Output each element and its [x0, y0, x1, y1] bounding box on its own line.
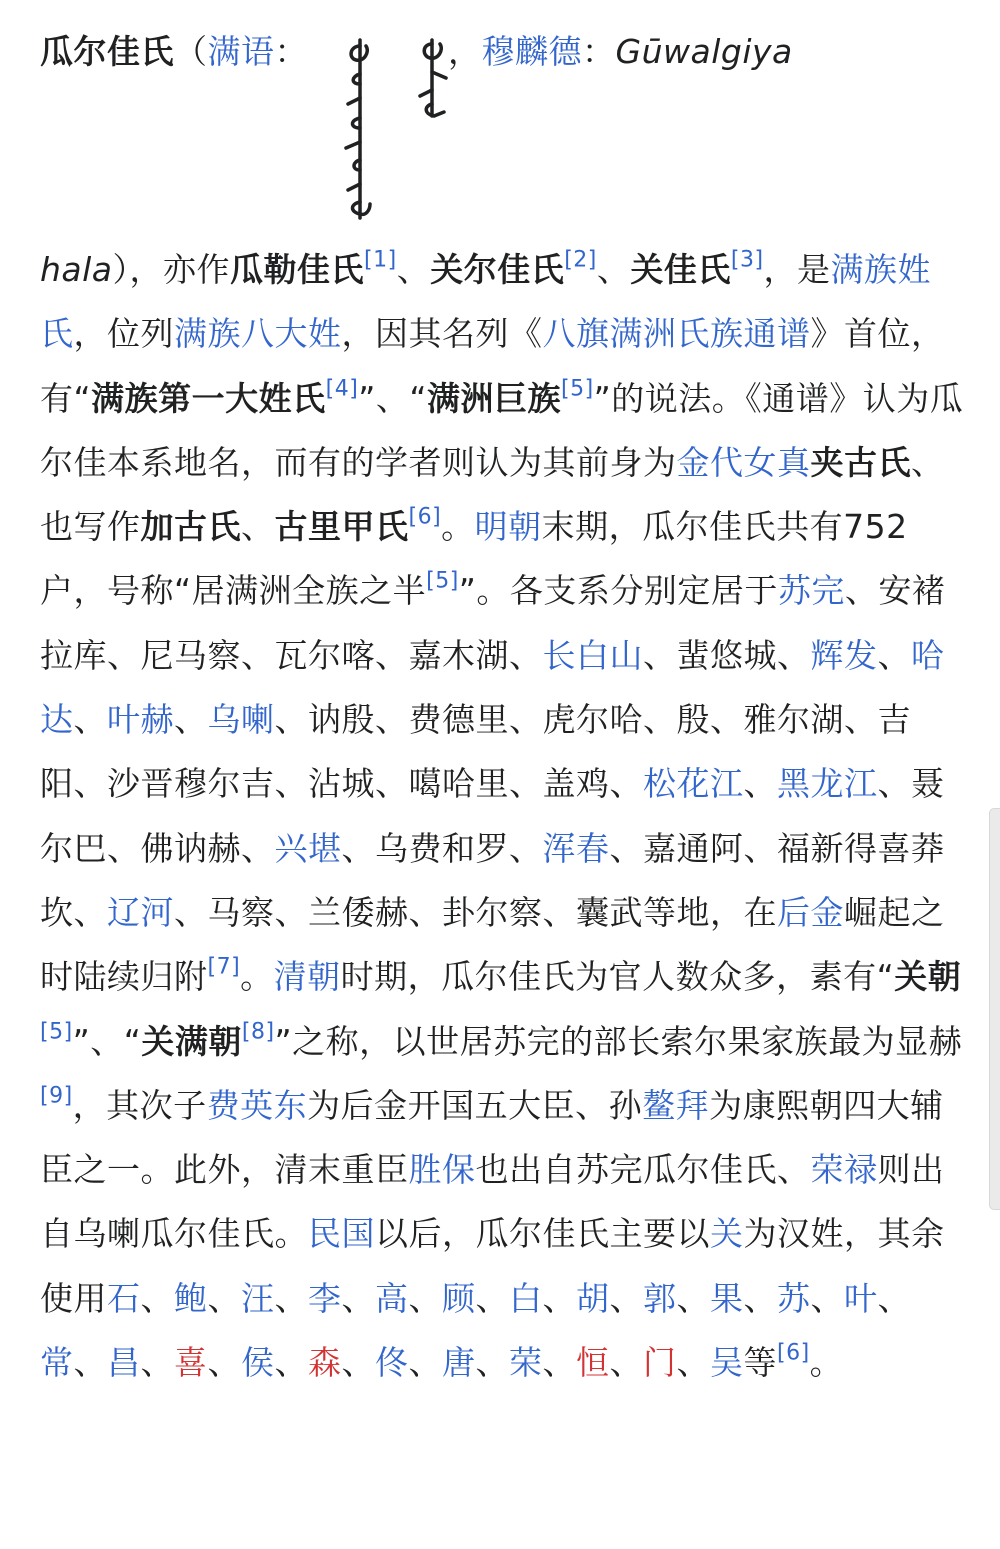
text-run: 。 — [809, 1343, 844, 1383]
hala-text: hala — [40, 250, 113, 289]
separator: 、 — [810, 1278, 844, 1318]
ref-4[interactable] — [326, 376, 359, 401]
manchu-language-link[interactable]: 满语 — [207, 32, 275, 71]
ref-3[interactable] — [731, 248, 764, 273]
separator: 、 — [475, 1278, 509, 1318]
separator: 、 — [140, 1278, 174, 1318]
ref-link[interactable]: [4] — [325, 376, 359, 402]
ref-link[interactable]: [5] — [560, 376, 594, 402]
ref-link[interactable]: [2] — [564, 247, 597, 273]
text-run: 、乌费和罗、 — [341, 828, 543, 868]
separator: 、 — [341, 1343, 375, 1383]
text-run: 、安褚拉库、尼马察、瓦尔喀、嘉木湖、 — [40, 571, 946, 675]
surname-link[interactable]: 鲍 — [174, 1278, 208, 1318]
text-run: ”、“ — [72, 1021, 142, 1061]
link-republic-of-china[interactable]: 民国 — [308, 1214, 375, 1254]
link-suwan[interactable]: 苏完 — [777, 571, 845, 611]
text-run: 崛起之时陆续归附 — [40, 892, 945, 997]
ref-link[interactable]: [6] — [408, 504, 442, 530]
text-run: 、也写作 — [40, 442, 945, 547]
text-run: 为康熙朝四大辅臣之一。此外，清末重臣 — [40, 1085, 944, 1190]
ref-6[interactable] — [777, 1341, 810, 1366]
bold-name: 加古氏 — [140, 507, 241, 547]
text-run: 。 — [240, 957, 274, 997]
link-ming-dynasty[interactable]: 明朝 — [474, 507, 542, 547]
text-run: 、 — [743, 764, 777, 804]
link-jin-jurchen[interactable]: 金代女真 — [676, 442, 811, 482]
main-paragraph — [40, 238, 970, 1395]
text-run: 、 — [174, 700, 208, 740]
separator: 、 — [743, 1278, 777, 1318]
link-eight-great-surnames[interactable]: 满族八大姓 — [174, 314, 342, 354]
surname-list — [40, 1279, 911, 1382]
bold-name: 古里甲氏 — [274, 507, 409, 547]
bold-name: 关尔佳氏 — [430, 250, 565, 289]
ref-7[interactable] — [208, 955, 241, 980]
romanization-text: Gūwalgiya — [615, 32, 793, 71]
link-xingkan[interactable]: 兴堪 — [274, 828, 342, 868]
text-run: 为汉姓，其余使用 — [40, 1214, 945, 1318]
text-run: 、 — [396, 250, 431, 289]
separator: 、 — [140, 1343, 174, 1383]
surname-link[interactable]: 吴 — [710, 1343, 744, 1383]
text-run: ”之称，以世居苏完的部长索尔果家族最为显赫 — [274, 1021, 963, 1061]
surname-link[interactable]: 果 — [710, 1278, 744, 1318]
surname-link[interactable]: 常 — [40, 1343, 74, 1383]
colon: ： — [274, 32, 308, 71]
surname-link[interactable]: 高 — [375, 1278, 409, 1318]
surname-link[interactable]: 恒 — [576, 1343, 610, 1383]
link-ronglu[interactable]: 荣禄 — [810, 1150, 878, 1190]
link-surname-guan[interactable]: 关 — [710, 1214, 744, 1254]
surname-link[interactable]: 门 — [643, 1343, 677, 1383]
open-paren: （ — [174, 32, 208, 71]
text-run: 、嘉通阿、福新得喜莽坎、 — [40, 828, 945, 932]
separator: 、 — [609, 1343, 643, 1383]
link-later-jin[interactable]: 后金 — [777, 892, 844, 932]
article-body — [40, 26, 970, 1395]
link-songhua-river[interactable]: 松花江 — [643, 764, 744, 804]
surname-link[interactable]: 汪 — [241, 1278, 275, 1318]
separator: 、 — [877, 1278, 911, 1318]
link-qing-dynasty[interactable]: 清朝 — [273, 957, 341, 997]
bold-name: 满族第一大姓氏 — [91, 378, 326, 418]
ref-link[interactable]: [9] — [40, 1083, 73, 1109]
ref-2[interactable] — [564, 248, 597, 273]
article-title-bold: 瓜尔佳氏 — [40, 32, 174, 71]
ref-link[interactable]: [5] — [40, 1019, 73, 1045]
bold-name: 夹古氏 — [810, 442, 911, 482]
separator: 、 — [609, 1278, 643, 1318]
manchu-script-word-2 — [414, 34, 454, 124]
surname-link[interactable]: 石 — [107, 1278, 141, 1318]
link-hada[interactable]: 哈达 — [40, 635, 945, 740]
text-run: ，因其名列《 — [341, 314, 543, 354]
text-run: 为后金开国五大臣、孙 — [307, 1085, 643, 1125]
surname-link[interactable]: 顾 — [442, 1278, 476, 1318]
text-run: 以后，瓜尔佳氏主要以 — [375, 1214, 710, 1254]
separator: 、 — [207, 1343, 241, 1383]
text-run: 则出自乌喇瓜尔佳氏。 — [40, 1150, 945, 1254]
link-baqi-genealogy[interactable]: 八旗满洲氏族通谱 — [542, 314, 811, 354]
text-run: ”、“ — [358, 378, 427, 418]
surname-link[interactable]: 唐 — [442, 1343, 476, 1383]
ref-link[interactable]: [5] — [426, 569, 459, 595]
text-run: 时期，瓜尔佳氏为官人数众多，素有“ — [340, 957, 895, 997]
text-run: ），亦作 — [112, 250, 231, 289]
bold-name: 满洲巨族 — [426, 378, 561, 418]
ref-6[interactable] — [409, 505, 442, 530]
text-run: 、讷殷、费德里、虎尔哈、殷、雅尔湖、吉阳、沙晋穆尔吉、沾城、噶哈里、盖鸡、 — [40, 700, 911, 804]
separator: 、 — [408, 1278, 442, 1318]
text-run: 、 — [877, 635, 911, 675]
surname-link[interactable]: 叶 — [844, 1278, 878, 1318]
separator: 、 — [542, 1278, 576, 1318]
separator: 、 — [341, 1278, 375, 1318]
surname-link[interactable]: 李 — [308, 1278, 342, 1318]
surname-link[interactable]: 侯 — [241, 1343, 275, 1383]
ref-5[interactable] — [426, 569, 459, 594]
ref-link[interactable]: [7] — [207, 954, 241, 980]
separator: 、 — [274, 1343, 308, 1383]
surname-link[interactable]: 胡 — [576, 1278, 610, 1318]
separator: 、 — [676, 1343, 710, 1383]
link-liao-river[interactable]: 辽河 — [107, 892, 174, 932]
separator: 、 — [408, 1343, 442, 1383]
link-fiongdon[interactable]: 费英东 — [206, 1085, 308, 1125]
text-run: 末期，瓜尔佳氏共有752户，号称“居满洲全族之半 — [40, 507, 908, 611]
text-run: 也出自苏完瓜尔佳氏、 — [475, 1150, 811, 1190]
text-run: 、 — [596, 250, 631, 289]
text-run: ”的说法。《通谱》认为瓜尔佳本系地名，而有的学者则认为其前身为 — [40, 378, 964, 482]
ref-1[interactable] — [364, 248, 397, 273]
manchu-script-spacer — [40, 78, 970, 238]
surname-link[interactable]: 佟 — [375, 1343, 409, 1383]
text-run: 等 — [743, 1343, 777, 1383]
separator: 、 — [274, 1278, 308, 1318]
link-oboi[interactable]: 鳌拜 — [642, 1085, 710, 1125]
bold-name: 关朝 — [894, 957, 962, 997]
surname-link[interactable]: 喜 — [174, 1343, 208, 1383]
text-run: 、聂尔巴、佛讷赫、 — [40, 764, 945, 868]
link-yehe[interactable]: 叶赫 — [107, 700, 174, 740]
separator: 、 — [73, 1343, 107, 1383]
ref-9[interactable] — [40, 1084, 73, 1109]
link-manchu-surnames[interactable]: 满族姓氏 — [40, 250, 932, 354]
ref-link[interactable]: [8] — [241, 1019, 275, 1045]
text-run: 、马察、兰倭赫、卦尔察、囊武等地，在 — [174, 892, 777, 932]
text-run: ，其次子 — [72, 1085, 207, 1125]
bold-name: 关满朝 — [141, 1021, 242, 1061]
ref-5[interactable] — [40, 1019, 73, 1044]
surname-link[interactable]: 森 — [308, 1343, 342, 1383]
separator: 、 — [207, 1278, 241, 1318]
ref-8[interactable] — [242, 1019, 275, 1044]
bold-name: 瓜勒佳氏 — [230, 250, 365, 289]
colon: ： — [582, 32, 616, 71]
surname-link[interactable]: 荣 — [509, 1343, 543, 1383]
link-changbai-mountain[interactable]: 长白山 — [542, 635, 643, 675]
separator: 、 — [676, 1278, 710, 1318]
ref-link[interactable]: [6] — [777, 1340, 810, 1366]
text-run: ，位列 — [73, 314, 174, 354]
ref-link[interactable]: [3] — [730, 247, 764, 273]
bold-name: 关佳氏 — [630, 250, 731, 289]
ref-link[interactable]: [1] — [364, 247, 397, 273]
surname-link[interactable]: 郭 — [643, 1278, 677, 1318]
comma: ， — [448, 32, 482, 71]
text-run: 、 — [241, 507, 275, 547]
separator: 、 — [542, 1343, 576, 1383]
text-run: 。 — [441, 507, 475, 547]
text-run: 、 — [73, 700, 107, 740]
link-huifa[interactable]: 辉发 — [810, 635, 878, 675]
manchu-script-word-1 — [340, 34, 380, 224]
text-run: ，是 — [763, 250, 831, 289]
surname-link[interactable]: 苏 — [777, 1278, 811, 1318]
text-run: 、蜚悠城、 — [643, 635, 811, 675]
text-run: ”。各支系分别定居于 — [458, 571, 778, 611]
lead-line — [40, 26, 970, 78]
scrollbar[interactable] — [989, 808, 1000, 1210]
ref-5[interactable] — [561, 376, 594, 401]
separator: 、 — [475, 1343, 509, 1383]
link-shengbao[interactable]: 胜保 — [408, 1150, 476, 1190]
mollendorff-link[interactable]: 穆麟德 — [481, 32, 582, 71]
surname-link[interactable]: 白 — [509, 1278, 543, 1318]
surname-link[interactable]: 昌 — [107, 1343, 141, 1383]
text-run: 》首位，有“ — [40, 314, 945, 418]
link-ula[interactable]: 乌喇 — [207, 700, 275, 740]
link-hunchun[interactable]: 浑春 — [542, 828, 610, 868]
link-heilong-river[interactable]: 黑龙江 — [777, 764, 878, 804]
